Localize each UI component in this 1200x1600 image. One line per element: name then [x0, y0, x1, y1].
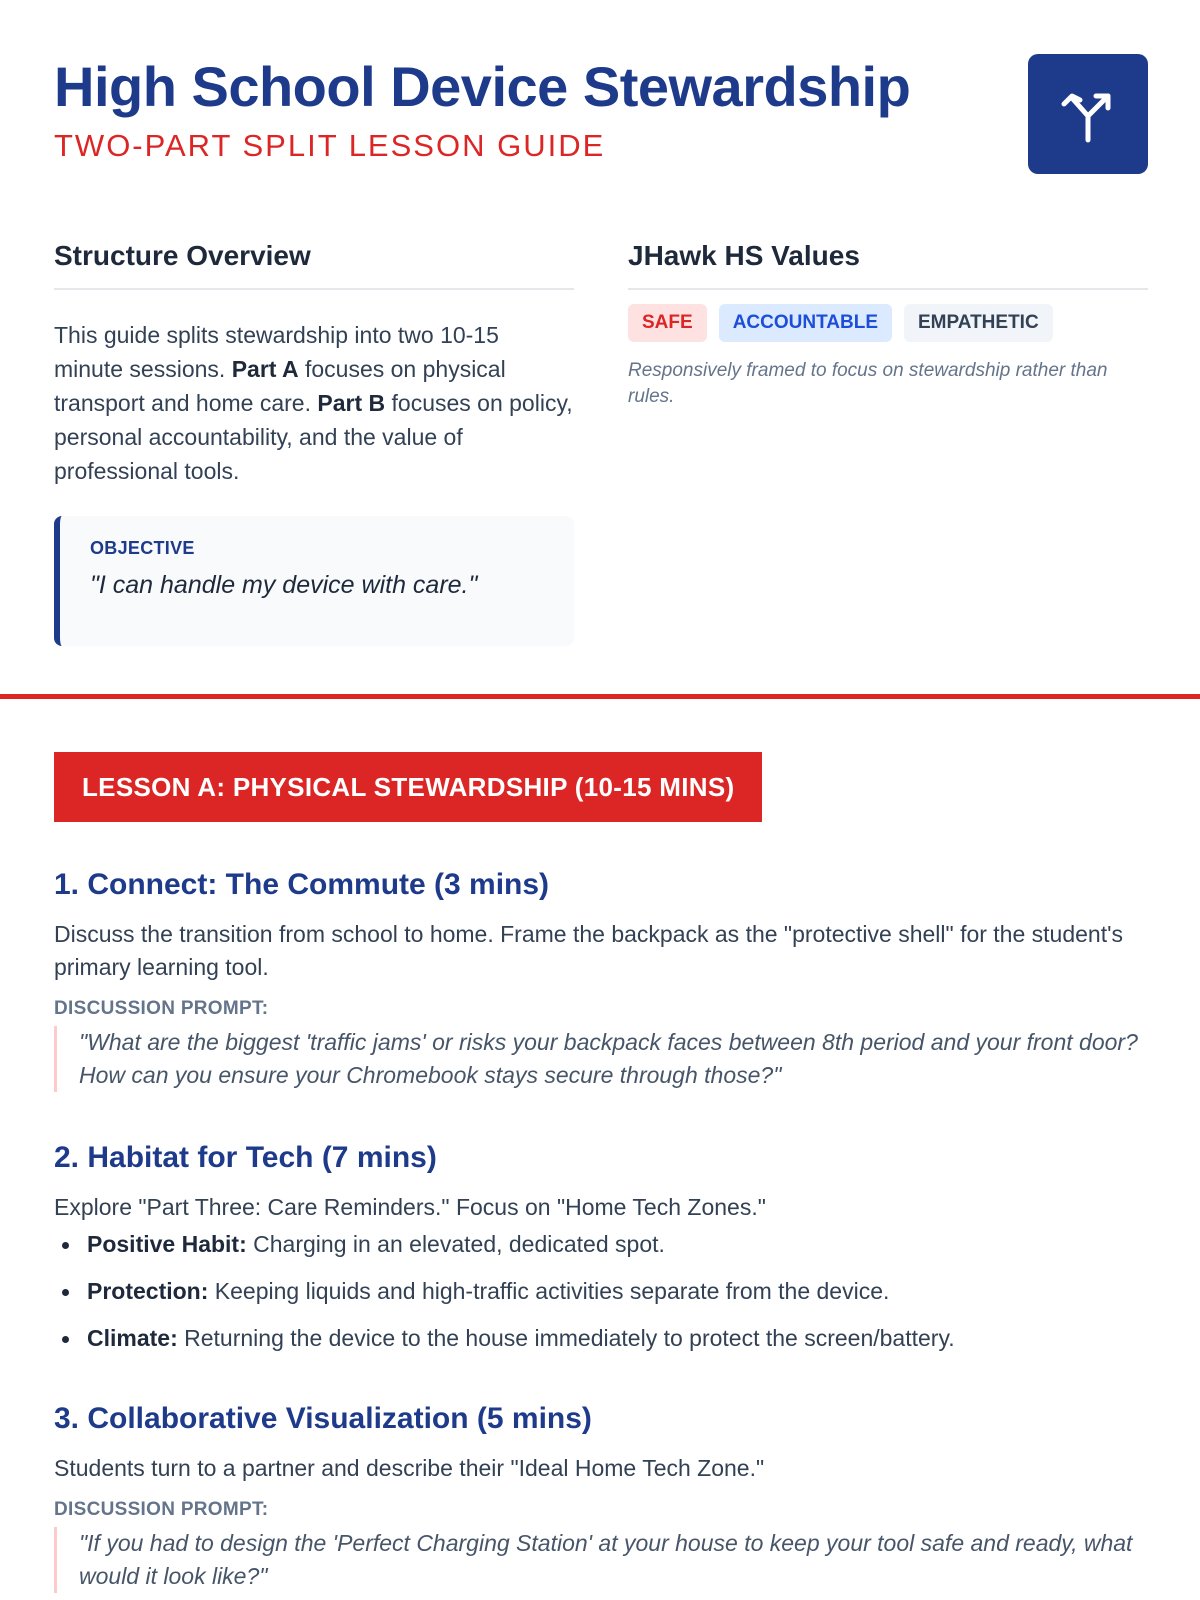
list-item	[54, 1322, 1148, 1355]
list-item	[54, 1275, 1148, 1308]
page-header	[54, 52, 1148, 174]
lesson-a-banner: LESSON A: PHYSICAL STEWARDSHIP (10-15 MINS)	[54, 752, 762, 822]
values-note: Responsively framed to focus on stewardship rather than rules.	[628, 360, 1108, 407]
part-a-label: Part A	[231, 356, 299, 382]
section-text: Students turn to a partner and describe their "Ideal Home Tech Zone."	[54, 1455, 765, 1481]
objective-callout	[54, 516, 574, 646]
bullet-label: Climate:	[87, 1325, 178, 1351]
objective-quote: "I can handle my device with care."	[90, 571, 478, 599]
section-heading: 3. Collaborative Visualization (5 mins)	[54, 1402, 592, 1435]
prompt-label: DISCUSSION PROMPT:	[54, 998, 269, 1019]
objective-label: OBJECTIVE	[90, 538, 195, 558]
bullet-text: Keeping liquids and high-traffic activities separate from the device.	[208, 1278, 890, 1304]
section-text: Discuss the transition from school to home. Frame the backpack as the "protective shell" for the student's primary learning tool.	[54, 921, 1123, 980]
badge-empathetic: EMPATHETIC	[904, 304, 1053, 342]
overview-heading: Structure Overview	[54, 238, 574, 290]
bullet-text: Returning the device to the house immediately to protect the screen/battery.	[177, 1325, 955, 1351]
values-panel	[628, 238, 1148, 410]
section-connect	[54, 866, 1148, 1092]
section-text: Explore "Part Three: Care Reminders." Focus on "Home Tech Zones."	[54, 1194, 766, 1220]
list-item	[54, 1228, 1148, 1261]
section-heading: 2. Habitat for Tech (7 mins)	[54, 1141, 437, 1174]
overview-text-1: This guide splits stewardship into two 10-15 minute sessions.	[54, 322, 499, 382]
logo-badge	[1028, 54, 1148, 174]
section-divider	[0, 694, 1200, 699]
bullet-label: Positive Habit:	[87, 1231, 247, 1257]
values-badges	[628, 304, 1148, 342]
page-title: High School Device Stewardship	[54, 55, 911, 118]
badge-safe: SAFE	[628, 304, 707, 342]
values-heading: JHawk HS Values	[628, 238, 1148, 290]
discussion-prompt: "What are the biggest 'traffic jams' or risks your backpack faces between 8th period and your front door? How can you ensure your Chromebook stays secure through those?"	[54, 1026, 1148, 1092]
split-arrow-icon	[1056, 82, 1120, 146]
badge-accountable: ACCOUNTABLE	[719, 304, 892, 342]
bullet-text: Charging in an elevated, dedicated spot.	[246, 1231, 665, 1257]
section-habitat	[54, 1139, 1148, 1369]
part-b-label: Part B	[317, 390, 386, 416]
discussion-prompt: "If you had to design the 'Perfect Charging Station' at your house to keep your tool safe and ready, what would it look like?"	[54, 1527, 1148, 1593]
structure-overview	[54, 238, 574, 646]
prompt-label: DISCUSSION PROMPT:	[54, 1499, 269, 1520]
overview-text-2: focuses on physical transport and home care.	[54, 356, 506, 416]
bullet-label: Protection:	[87, 1278, 209, 1304]
section-heading: 1. Connect: The Commute (3 mins)	[54, 868, 550, 901]
overview-text	[54, 318, 574, 488]
section-visualization	[54, 1400, 1148, 1593]
overview-text-3: focuses on policy, personal accountability, and the value of professional tools.	[54, 390, 573, 484]
page-subtitle: TWO-PART SPLIT LESSON GUIDE	[54, 128, 606, 163]
habit-list	[54, 1228, 1148, 1355]
